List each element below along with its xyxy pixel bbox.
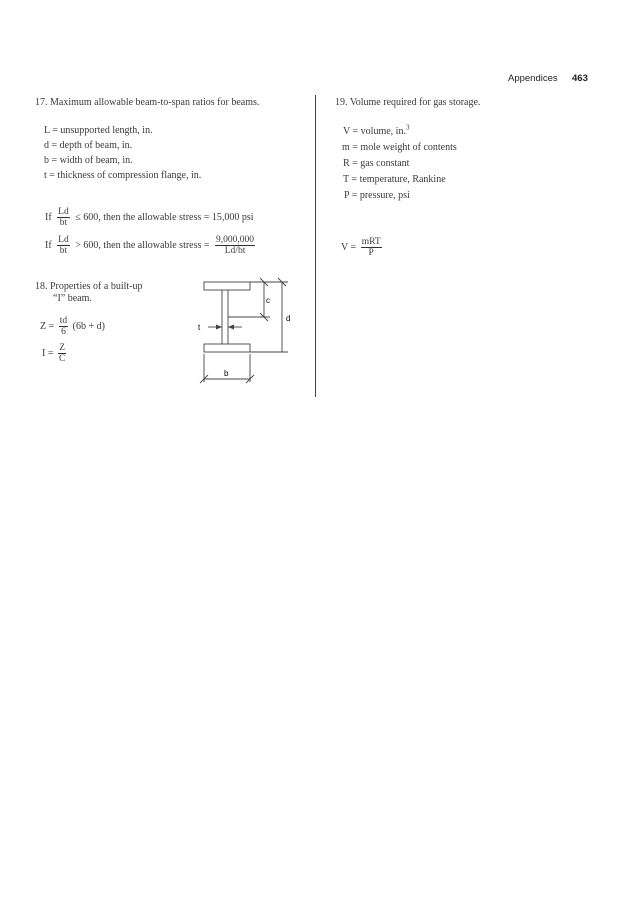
condition-1: If $\frac{Ld}{bt}$ ≤ 600, then the allowable stress = 15,000 psi bbox=[45, 207, 254, 228]
item17-title: 17. Maximum allowable beam-to-span ratios for beams. bbox=[35, 97, 260, 108]
top-flange bbox=[204, 282, 250, 290]
running-header bbox=[508, 73, 558, 84]
item18-title-line1: 18. Properties of a built-up bbox=[35, 281, 143, 292]
fraction-ld-bt: $\frac{Ld}{bt}$ bbox=[58, 235, 69, 256]
column-divider bbox=[315, 95, 316, 397]
section-title: Appendices bbox=[508, 73, 558, 84]
label-c: c bbox=[266, 296, 270, 305]
def-L: L = unsupported length, in. bbox=[44, 125, 153, 136]
equation-Z: Z = $\frac{td}{6}$ (6b + d) bbox=[40, 316, 105, 337]
fraction-9000000: $\frac{9,000,000}{Ld/bt}$ bbox=[216, 235, 255, 256]
def-P: P = pressure, psi bbox=[344, 190, 410, 201]
bottom-flange bbox=[204, 344, 250, 352]
equation-I: I = $\frac{Z}{C}$ bbox=[42, 343, 66, 364]
page-number: 463 bbox=[572, 73, 588, 84]
fraction-ld-bt: $\frac{Ld}{bt}$ bbox=[58, 207, 69, 228]
item18-title-line2: “I” beam. bbox=[53, 293, 92, 304]
def-R: R = gas constant bbox=[343, 158, 410, 169]
condition-2: If $\frac{Ld}{bt}$ > 600, then the allowable stress = $\frac{9,000,000}{Ld/bt}$ bbox=[45, 235, 255, 256]
def-m: m = mole weight of contents bbox=[342, 142, 457, 153]
def-t: t = thickness of compression flange, in. bbox=[44, 170, 202, 181]
def-b: b = width of beam, in. bbox=[44, 155, 133, 166]
label-d: d bbox=[286, 314, 291, 323]
def-d: d = depth of beam, in. bbox=[44, 140, 133, 151]
def-T: T = temperature, Rankine bbox=[343, 174, 446, 185]
label-t: t bbox=[198, 323, 201, 332]
i-beam-diagram bbox=[170, 272, 300, 387]
item19-title: 19. Volume required for gas storage. bbox=[335, 97, 481, 108]
equation-V: V = $\frac{\text{mRT}}{P}$ bbox=[341, 237, 381, 258]
label-b: b bbox=[224, 369, 229, 378]
def-V: V = volume, in.$^3$ bbox=[343, 123, 410, 137]
